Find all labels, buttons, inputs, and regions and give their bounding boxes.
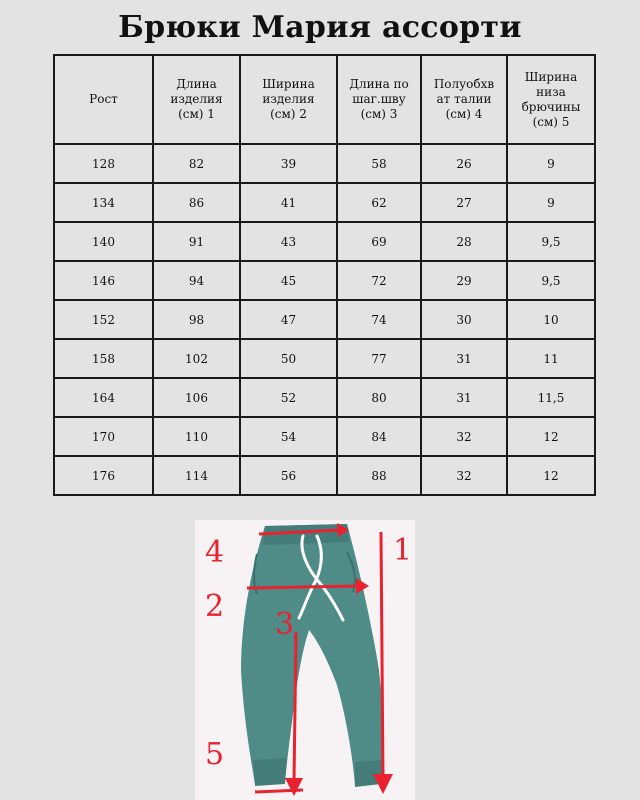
table-row — [54, 300, 595, 339]
table-cell: 84 — [337, 417, 421, 456]
table-cell: 82 — [153, 144, 240, 183]
table-header-row — [54, 55, 595, 144]
table-cell: 43 — [240, 222, 337, 261]
table-cell: 91 — [153, 222, 240, 261]
table-cell: 9,5 — [507, 222, 595, 261]
table-cell: 9 — [507, 183, 595, 222]
header-height: Рост — [54, 55, 153, 144]
table-cell: 11,5 — [507, 378, 595, 417]
table-cell: 29 — [421, 261, 507, 300]
table-cell: 12 — [507, 456, 595, 495]
table-cell: 56 — [240, 456, 337, 495]
table-cell: 47 — [240, 300, 337, 339]
table-cell: 128 — [54, 144, 153, 183]
table-cell: 52 — [240, 378, 337, 417]
table-cell: 31 — [421, 339, 507, 378]
table-cell: 146 — [54, 261, 153, 300]
table-cell: 176 — [54, 456, 153, 495]
size-table — [53, 54, 596, 496]
table-cell: 86 — [153, 183, 240, 222]
table-cell: 102 — [153, 339, 240, 378]
table-cell: 106 — [153, 378, 240, 417]
table-cell: 50 — [240, 339, 337, 378]
table-cell: 170 — [54, 417, 153, 456]
marker-4: 4 — [205, 535, 225, 570]
table-row — [54, 183, 595, 222]
table-row — [54, 456, 595, 495]
marker-2: 2 — [205, 589, 225, 624]
table-cell: 27 — [421, 183, 507, 222]
pants-measurement-photo — [195, 520, 415, 800]
table-cell: 10 — [507, 300, 595, 339]
table-cell: 45 — [240, 261, 337, 300]
table-cell: 164 — [54, 378, 153, 417]
table-cell: 140 — [54, 222, 153, 261]
arrow-2-line — [247, 586, 359, 588]
table-cell: 152 — [54, 300, 153, 339]
arrow-1-line — [381, 532, 383, 778]
table-cell: 74 — [337, 300, 421, 339]
table-cell: 69 — [337, 222, 421, 261]
page-title: Брюки Мария ассорти — [118, 10, 522, 45]
header-half-waist: Полуобхв ат талии (см) 4 — [421, 55, 507, 144]
arrow-3-line — [294, 632, 296, 782]
pants-left-cuff — [253, 758, 287, 786]
table-cell: 114 — [153, 456, 240, 495]
header-inseam: Длина по шаг.шву (см) 3 — [337, 55, 421, 144]
marker-3: 3 — [275, 607, 295, 642]
table-cell: 9,5 — [507, 261, 595, 300]
table-cell: 98 — [153, 300, 240, 339]
table-cell: 62 — [337, 183, 421, 222]
header-hem-width: Ширина низа брючины (см) 5 — [507, 55, 595, 144]
table-cell: 12 — [507, 417, 595, 456]
table-cell: 158 — [54, 339, 153, 378]
table-cell: 72 — [337, 261, 421, 300]
table-row — [54, 144, 595, 183]
table-cell: 39 — [240, 144, 337, 183]
table-row — [54, 378, 595, 417]
table-row — [54, 339, 595, 378]
marker-5: 5 — [205, 737, 225, 772]
table-cell: 77 — [337, 339, 421, 378]
marker-1: 1 — [393, 533, 413, 568]
header-width: Ширина изделия (см) 2 — [240, 55, 337, 144]
table-cell: 88 — [337, 456, 421, 495]
table-row — [54, 417, 595, 456]
table-cell: 11 — [507, 339, 595, 378]
table-cell: 32 — [421, 417, 507, 456]
arrow-5-line — [255, 790, 303, 792]
table-cell: 26 — [421, 144, 507, 183]
table-cell: 110 — [153, 417, 240, 456]
table-cell: 30 — [421, 300, 507, 339]
table-row — [54, 222, 595, 261]
table-cell: 80 — [337, 378, 421, 417]
table-cell: 31 — [421, 378, 507, 417]
table-cell: 58 — [337, 144, 421, 183]
table-cell: 9 — [507, 144, 595, 183]
table-cell: 32 — [421, 456, 507, 495]
table-cell: 134 — [54, 183, 153, 222]
table-cell: 94 — [153, 261, 240, 300]
header-length: Длина изделия (см) 1 — [153, 55, 240, 144]
table-cell: 41 — [240, 183, 337, 222]
table-cell: 28 — [421, 222, 507, 261]
table-cell: 54 — [240, 417, 337, 456]
table-row — [54, 261, 595, 300]
